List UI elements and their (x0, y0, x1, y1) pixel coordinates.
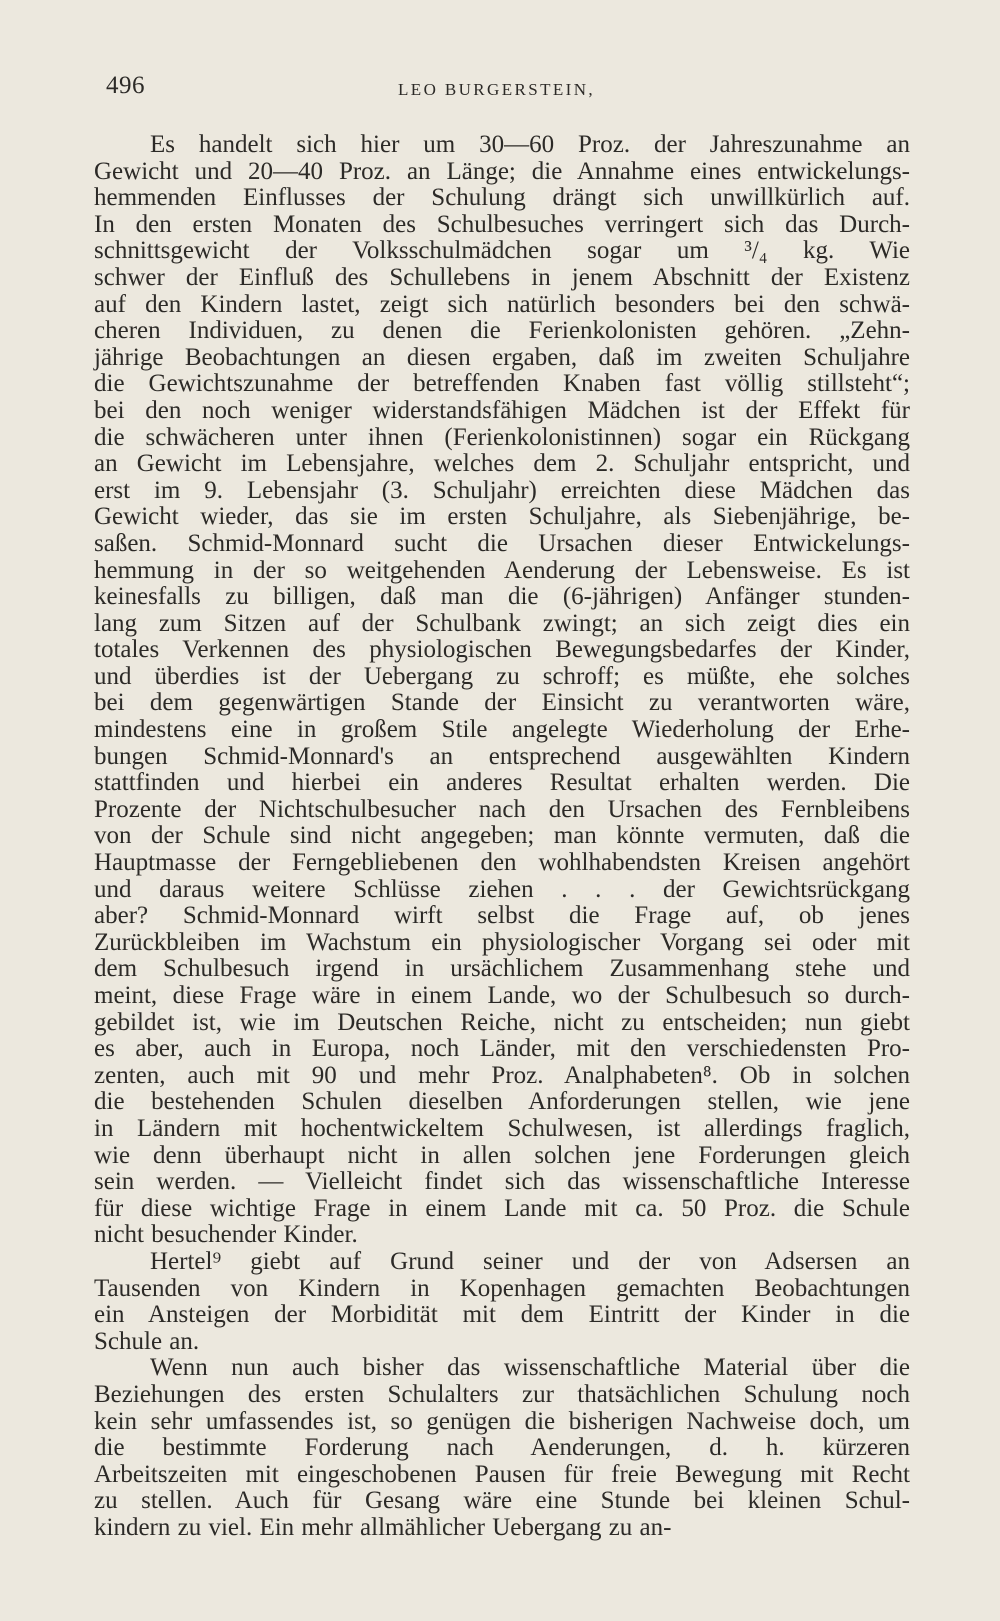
body-text (94, 132, 910, 1541)
text-line: es aber, auch in Europa, noch Länder, mit den verschiedensten Pro- (94, 1035, 910, 1063)
text-line: bungen Schmid-Monnard's an entsprechend ausgewählten Kindern (94, 742, 910, 770)
text-line: zu stellen. Auch für Gesang wäre eine Stunde bei kleinen Schul- (94, 1487, 910, 1515)
text-line: cheren Individuen, zu denen die Ferienkolonisten gehören. „Zehn- (94, 317, 910, 345)
text-line: gebildet ist, wie im Deutschen Reiche, nicht zu entscheiden; nun giebt (94, 1008, 910, 1036)
text-line: ein Ansteigen der Morbidität mit dem Eintritt der Kinder in die (94, 1301, 910, 1329)
text-line: hemmenden Einflusses der Schulung drängt sich unwillkürlich auf. (94, 184, 910, 212)
text-line: zenten, auch mit 90 und mehr Proz. Analphabeten⁸. Ob in solchen (94, 1061, 910, 1089)
paragraph-3 (94, 1355, 910, 1541)
text-line: erst im 9. Lebensjahr (3. Schuljahr) erreichten diese Mädchen das (94, 476, 910, 504)
text-line: in Ländern mit hochentwickeltem Schulwesen, ist allerdings fraglich, (94, 1114, 910, 1142)
text-line: die bestehenden Schulen dieselben Anforderungen stellen, wie jene (94, 1088, 910, 1116)
text-line: Gewicht und 20—40 Proz. an Länge; die Annahme eines entwickelungs- (94, 157, 910, 185)
text-line: stattfinden und hierbei ein anderes Resultat erhalten werden. Die (94, 769, 910, 797)
text-line: kindern zu viel. Ein mehr allmählicher Uebergang zu an- (94, 1513, 672, 1541)
text-line: und daraus weitere Schlüsse ziehen . . . der Gewichtsrückgang (94, 875, 910, 903)
text-line: Zurückbleiben im Wachstum ein physiologischer Vorgang sei oder mit (94, 928, 910, 956)
text-line: lang zum Sitzen auf der Schulbank zwingt; an sich zeigt dies ein (94, 609, 910, 637)
text-line: die schwächeren unter ihnen (Ferienkolonistinnen) sogar ein Rückgang (94, 423, 910, 451)
text-line: von der Schule sind nicht angegeben; man könnte vermuten, daß die (94, 822, 910, 850)
text-line: keinesfalls zu billigen, daß man die (6-jährigen) Anfänger stunden- (94, 583, 910, 611)
text-line: bei den noch weniger widerstandsfähigen Mädchen ist der Effekt für (94, 396, 910, 424)
text-line: die bestimmte Forderung nach Aenderungen, d. h. kürzeren (94, 1434, 910, 1462)
running-head: LEO BURGERSTEIN, (398, 80, 596, 99)
text-line: schnittsgewicht der Volksschulmädchen sogar um ³/₄ kg. Wie (94, 237, 910, 265)
text-line: Prozente der Nichtschulbesucher nach den Ursachen des Fernbleibens (94, 795, 910, 823)
text-line: Hauptmasse der Ferngebliebenen den wohlhabendsten Kreisen angehört (94, 849, 910, 877)
text-line: wie denn überhaupt nicht in allen solchen jene Forderungen gleich (94, 1141, 910, 1169)
page-number: 496 (106, 72, 145, 99)
text-line: schwer der Einfluß des Schullebens in jenem Abschnitt der Existenz (94, 263, 910, 291)
text-line: Wenn nun auch bisher das wissenschaftliche Material über die (150, 1354, 910, 1382)
text-line: sein werden. — Vielleicht findet sich das wissenschaftliche Interesse (94, 1168, 910, 1196)
paragraph-2 (94, 1249, 910, 1355)
text-line: totales Verkennen des physiologischen Bewegungsbedarfes der Kinder, (94, 636, 910, 664)
paragraph-1 (94, 132, 910, 1249)
text-line: Schule an. (94, 1327, 200, 1355)
text-line: saßen. Schmid-Monnard sucht die Ursachen dieser Entwickelungs- (94, 529, 910, 557)
text-line: meint, diese Frage wäre in einem Lande, wo der Schulbesuch so durch- (94, 982, 910, 1009)
text-line: mindestens eine in großem Stile angelegte Wiederholung der Erhe- (94, 716, 910, 744)
text-line: jährige Beobachtungen an diesen ergaben, daß im zweiten Schuljahre (94, 343, 910, 371)
text-line: hemmung in der so weitgehenden Aenderung der Lebensweise. Es ist (94, 556, 910, 584)
text-line: In den ersten Monaten des Schulbesuches verringert sich das Durch- (94, 210, 910, 238)
text-line: kein sehr umfassendes ist, so genügen die bisherigen Nachweise doch, um (94, 1407, 910, 1435)
text-line: aber? Schmid-Monnard wirft selbst die Frage auf, ob jenes (94, 902, 910, 930)
text-line: Arbeitszeiten mit eingeschobenen Pausen für freie Bewegung mit Recht (94, 1460, 910, 1488)
text-line: Gewicht wieder, das sie im ersten Schuljahre, als Siebenjährige, be- (94, 503, 910, 531)
text-line: auf den Kindern lastet, zeigt sich natürlich besonders bei den schwä- (94, 290, 910, 318)
text-line: Hertel⁹ giebt auf Grund seiner und der von Adsersen an (150, 1247, 910, 1275)
text-line: Tausenden von Kindern in Kopenhagen gemachten Beobachtungen (94, 1274, 910, 1302)
text-line: dem Schulbesuch irgend in ursächlichem Zusammenhang stehe und (94, 955, 910, 983)
text-line: und überdies ist der Uebergang zu schroff; es müßte, ehe solches (94, 662, 910, 690)
text-line: für diese wichtige Frage in einem Lande mit ca. 50 Proz. die Schule (94, 1194, 910, 1222)
text-line: an Gewicht im Lebensjahre, welches dem 2. Schuljahr entspricht, und (94, 450, 910, 478)
text-line: Es handelt sich hier um 30—60 Proz. der Jahreszunahme an (150, 131, 910, 158)
text-line: Beziehungen des ersten Schulalters zur thatsächlichen Schulung noch (94, 1380, 910, 1408)
text-line: die Gewichtszunahme der betreffenden Knaben fast völlig stillsteht“; (94, 370, 910, 398)
text-line: bei dem gegenwärtigen Stande der Einsicht zu verantworten wäre, (94, 689, 910, 717)
text-line: nicht besuchender Kinder. (94, 1221, 358, 1249)
